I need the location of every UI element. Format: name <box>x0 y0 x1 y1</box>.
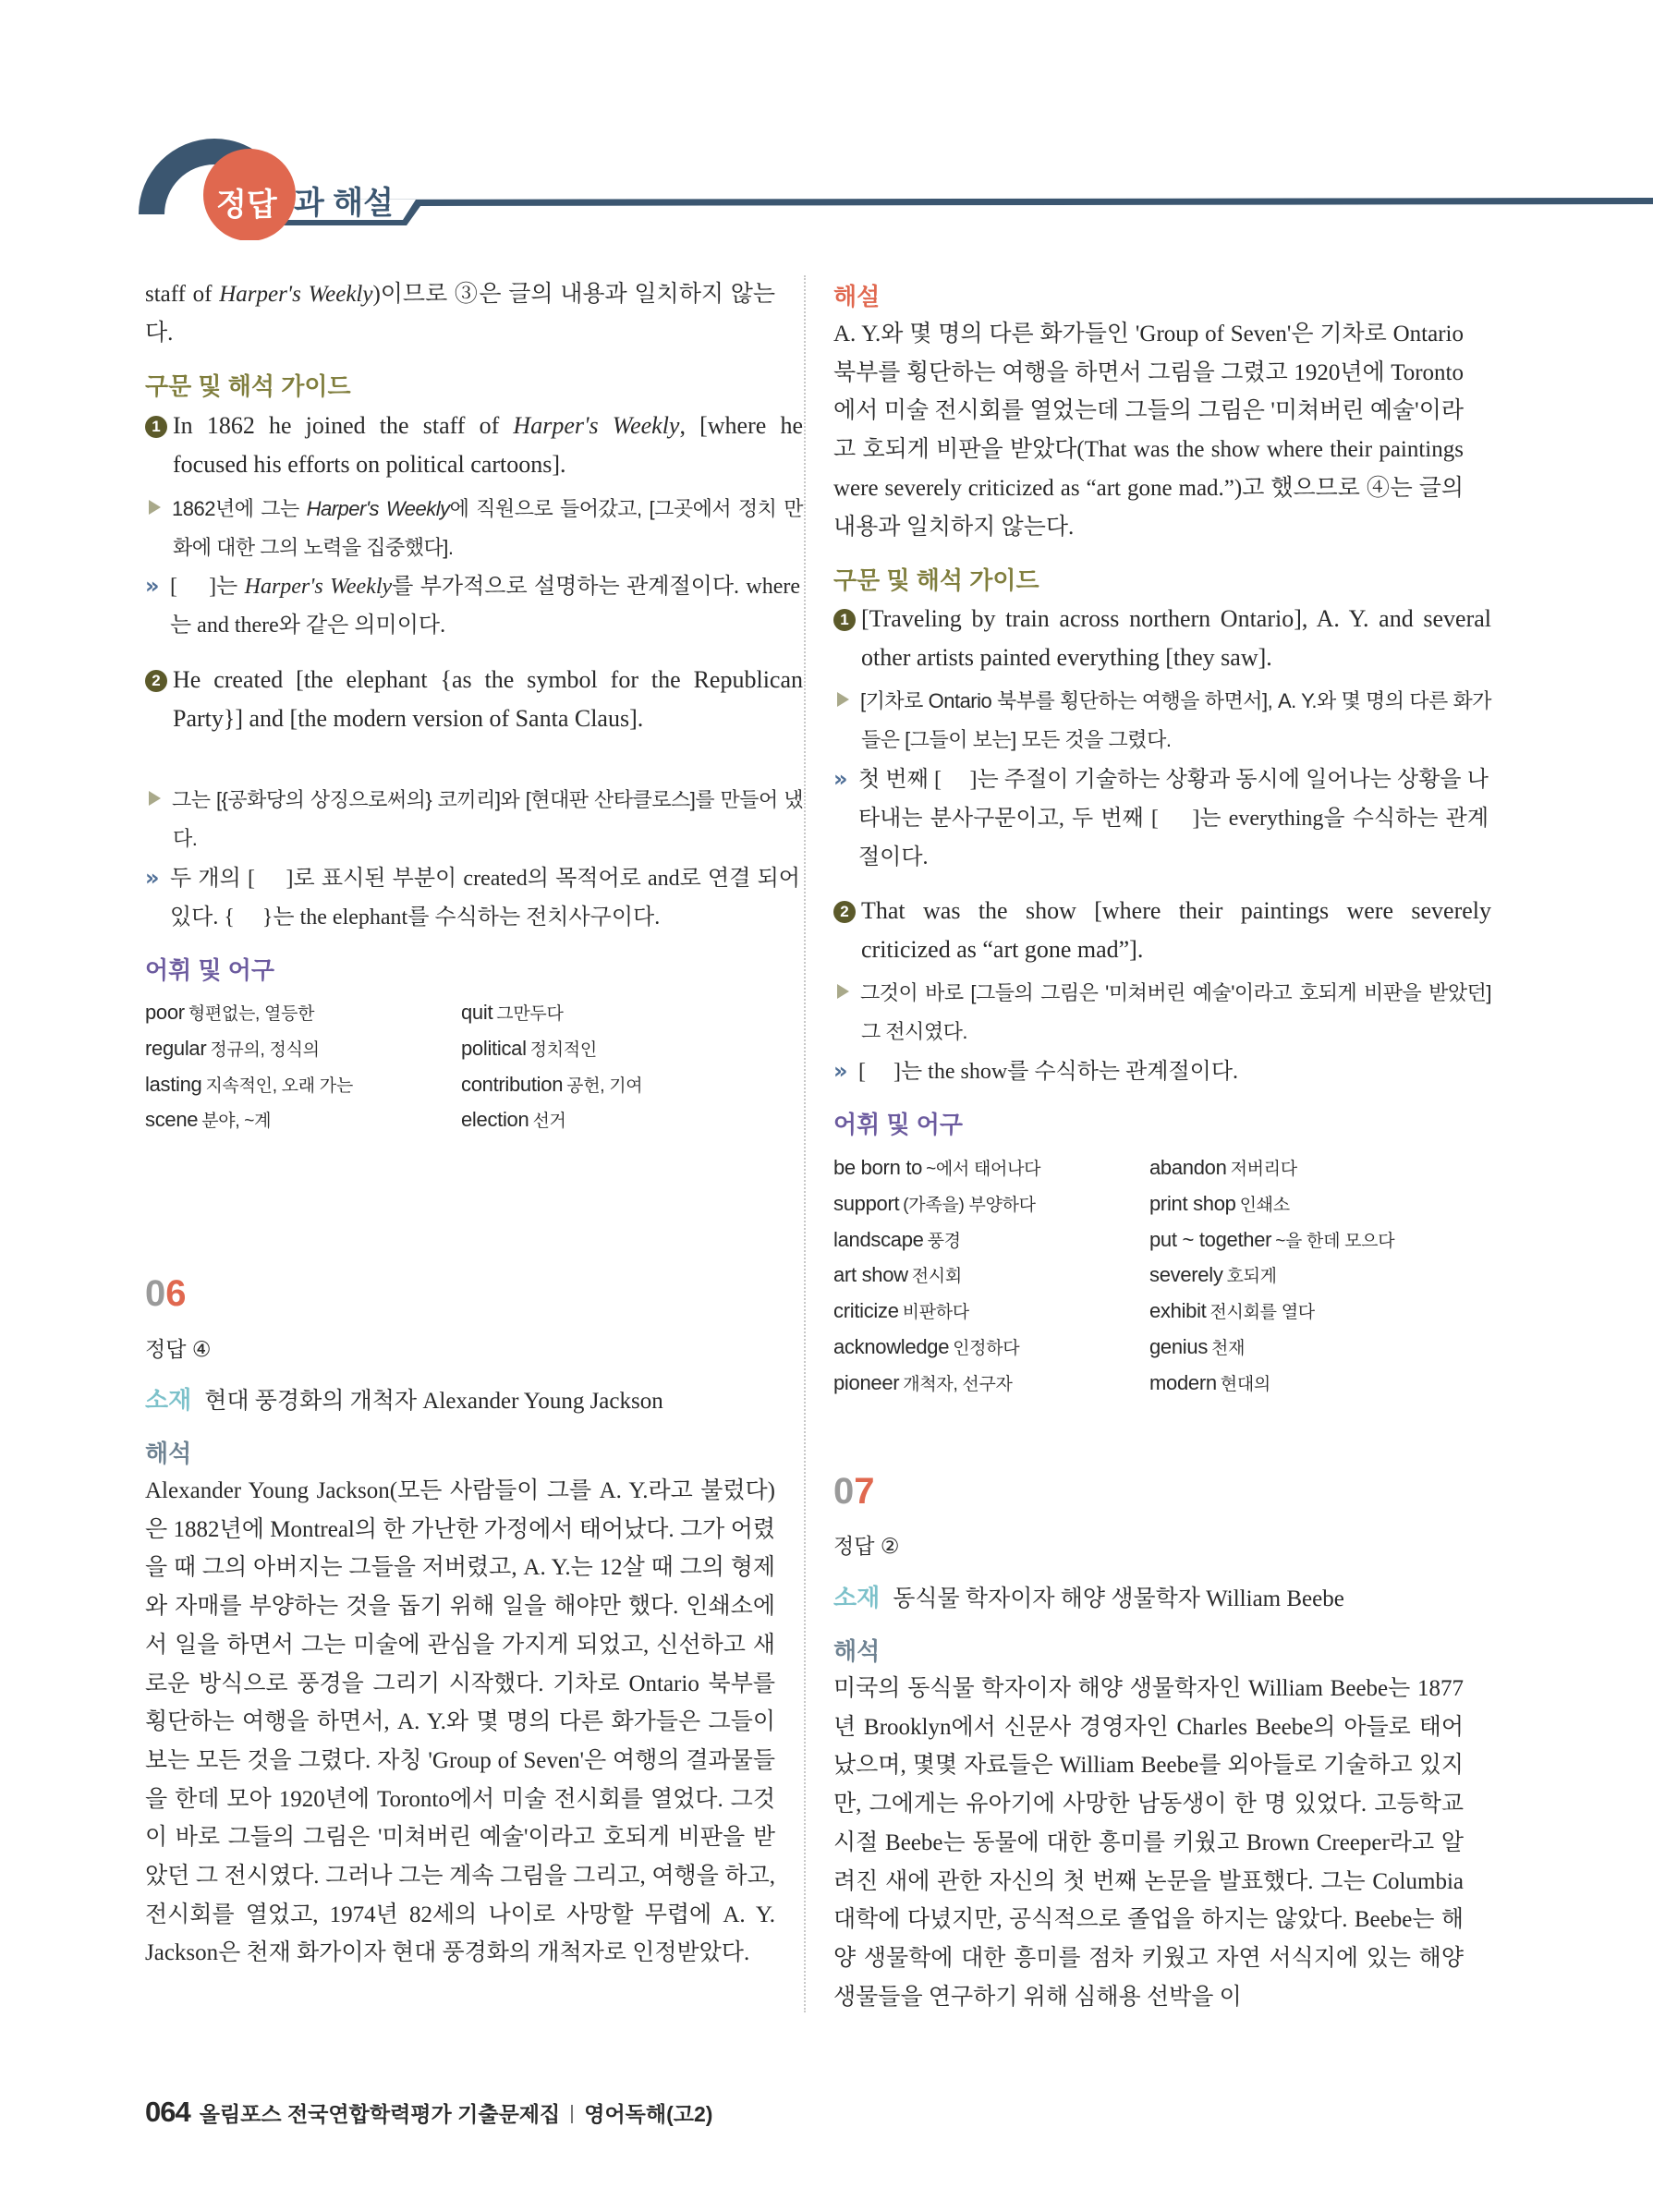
guide-sentence-2 <box>145 661 803 738</box>
page-number: 064 <box>145 2096 190 2128</box>
guide-sentence-1 <box>833 600 1491 677</box>
number-badge-icon: 2 <box>145 670 167 692</box>
text-run: 두 개의 [ ]로 표시된 부분이 created의 목적어로 and로 연결 되어 있다. { }는 the elephant를 수식하는 전치사구이다. <box>170 867 800 930</box>
guide-note-1 <box>145 566 800 645</box>
vocab-item: abandon 저버리다 <box>1149 1156 1297 1179</box>
vocab-item: quit 그만두다 <box>461 1001 564 1024</box>
text-run: In 1862 he joined the staff of <box>173 412 514 439</box>
translation-heading: 해석 <box>145 1440 192 1467</box>
italic-title: Harper's Weekly <box>513 412 680 439</box>
question-number-07: 07 <box>833 1471 875 1512</box>
answer: 정답 ④ <box>145 1337 212 1361</box>
text-run: He created [the elephant {as the symbol for the Republican Party}] and [the modern version of Santa Claus]. <box>173 666 803 732</box>
triangle-bullet-icon <box>149 791 161 806</box>
header-title: 과 해설 <box>294 186 394 221</box>
text-run: staff of <box>145 282 220 307</box>
double-chevron-icon: » <box>833 766 848 792</box>
topic <box>145 1381 775 1420</box>
vocab-item: lasting 지속적인, 오래 가는 <box>145 1072 353 1096</box>
topic-text: 현대 풍경화의 개척자 Alexander Young Jackson <box>204 1389 663 1414</box>
vocab-item: landscape 풍경 <box>833 1227 961 1251</box>
text-run: [기차로 Ontario 북부를 횡단하는 여행을 하면서], A. Y.와 몇 명의 다른 화가들은 [그들이 보는] 모든 것을 그렸다. <box>860 689 1491 751</box>
guide-translation-1 <box>145 490 803 567</box>
text-run: 그것이 바로 [그들의 그림은 '미쳐버린 예술'이라고 호되게 비판을 받았던] 그 전시였다. <box>860 981 1491 1043</box>
vocab-item: scene 분야, ~계 <box>145 1108 272 1132</box>
vocab-heading: 어휘 및 어구 <box>145 956 275 984</box>
vocab-item: genius 천재 <box>1149 1334 1246 1358</box>
header-badge: 정답 <box>216 188 277 223</box>
translation-paragraph: 미국의 동식물 학자이자 해양 생물학자인 William Beebe는 1877년 Brooklyn에서 신문사 경영자인 Charles Beebe의 아들로 태어났으며, 몇몇 자료들은 William Beebe를 외아들로 기술하고 있지만, 그에게는 유아기에 사망한 남동생이 한 명 있었다. 고등학교 시절 Beebe는 동물에 대한 흥미를 키웠고 Brown Creeper라고 알려진 새에 관한 자신의 첫 번째 논문을 발표했다. 그는 Columbia 대학에 다녔지만, 공식적으로 졸업을 하지는 않았다. Beebe는 해양 생물학에 대한 흥미를 점차 키웠고 자연 서식지에 있는 해양 생물들을 연구하기 위해 심해용 선박을 이 <box>833 1676 1464 2010</box>
guide-translation-1 <box>833 682 1491 760</box>
text-run: [Traveling by train across northern Ontario], A. Y. and several other artists painted everything [they saw]. <box>861 605 1491 671</box>
topic-label: 소재 <box>145 1386 192 1414</box>
question-number-06: 06 <box>145 1273 187 1314</box>
vocab-item: pioneer 개척자, 선구자 <box>833 1370 1013 1394</box>
text-run: 에 직원으로 들어갔고, [그곳에서 정치 만화에 대한 그의 노력을 집중했다]. <box>173 497 803 559</box>
vocab-list <box>145 995 775 1138</box>
subject-title: 영어독해(고2) <box>584 2102 713 2126</box>
vocab-item: severely 호되게 <box>1149 1263 1277 1287</box>
explanation-heading: 해설 <box>833 283 881 310</box>
vocab-item: contribution 공헌, 기여 <box>461 1072 643 1096</box>
triangle-bullet-icon <box>837 692 849 707</box>
text-run: 첫 번째 [ ]는 주절이 기술하는 상황과 동시에 일어나는 상황을 나타내는 분사구문이고, 두 번째 [ ]는 everything을 수식하는 관계절이다. <box>858 768 1489 869</box>
guide-translation-2 <box>833 974 1491 1051</box>
translation-paragraph: Alexander Young Jackson(모든 사람들이 그를 A. Y.라고 불렀다)은 1882년에 Montreal의 한 가난한 가정에서 태어났다. 그가 어렸을 때 그의 아버지는 그들을 저버렸고, A. Y.는 12살 때 그의 형제와 자매를 부양하는 것을 돕기 위해 일을 해야만 했다. 인쇄소에서 일을 하면서 그는 미술에 관심을 가지게 되었고, 신선하고 새로운 방식으로 풍경을 그리기 시작했다. 기차로 Ontario 북부를 횡단하는 여행을 하면서, A. Y.와 몇 명의 다른 화가들은 그들이 보는 모든 것을 그렸다. 자칭 'Group of Seven'은 여행의 결과물들을 한데 모아 1920년에 Toronto에서 미술 전시회를 열었다. 그것이 바로 그들의 그림은 '미쳐버린 예술'이라고 호되게 비판을 받았던 그 전시였다. 그러나 그는 계속 그림을 그리고, 여행을 하고, 전시회를 열었고, 1974년 82세의 나이로 사망할 무렵에 A. Y. Jackson은 천재 화가이자 현대 풍경화의 개척자로 인정받았다. <box>145 1478 775 1966</box>
topic <box>833 1579 1464 1618</box>
text-run: )이므로 ③은 글의 내용과 일치하지 않는다. <box>145 282 775 346</box>
double-chevron-icon: » <box>145 865 160 891</box>
vocab-item: election 선거 <box>461 1108 566 1132</box>
page-footer <box>145 2096 712 2129</box>
triangle-bullet-icon <box>149 500 161 515</box>
vocab-item: art show 전시회 <box>833 1263 962 1287</box>
topic-label: 소재 <box>833 1584 881 1611</box>
text-run: [ ]는 <box>170 575 245 599</box>
vocab-heading: 어휘 및 어구 <box>833 1111 964 1138</box>
vocab-list <box>833 1150 1464 1402</box>
column-divider <box>804 275 806 2012</box>
guide-heading: 구문 및 해석 가이드 <box>833 566 1039 594</box>
topic-text: 동식물 학자이자 해양 생물학자 William Beebe <box>893 1586 1344 1611</box>
guide-note-1 <box>833 760 1489 877</box>
italic-title: Harper's Weekly <box>306 497 450 520</box>
text-run: [ ]는 the show를 수식하는 관계절이다. <box>858 1060 1238 1084</box>
vocab-item: exhibit 전시회를 열다 <box>1149 1299 1315 1323</box>
number-badge-icon: 1 <box>833 609 856 631</box>
guide-sentence-1 <box>145 407 803 484</box>
text-run: , [where he focused his efforts on political cartoons]. <box>173 412 803 478</box>
guide-sentence-2 <box>833 892 1491 969</box>
guide-heading: 구문 및 해석 가이드 <box>145 372 351 400</box>
explanation-paragraph: A. Y.와 몇 명의 다른 화가들인 'Group of Seven'은 기차로 Ontario 북부를 횡단하는 여행을 하면서 그림을 그렸고 1920년에 Toronto에서 미술 전시회를 열었는데 그들의 그림은 '미쳐버린 예술'이라고 호되게 비판을 받았다(That was the show where their paintings were severely criticized as “art gone mad.”)고 했으므로 ④는 글의 내용과 일치하지 않는다. <box>833 322 1464 540</box>
vocab-item: print shop 인쇄소 <box>1149 1191 1290 1215</box>
vocab-item: criticize 비판하다 <box>833 1299 969 1323</box>
guide-note-2 <box>145 858 800 937</box>
answer: 정답 ② <box>833 1534 900 1558</box>
vocab-item: political 정치적인 <box>461 1036 597 1060</box>
number-badge-icon: 2 <box>833 901 856 923</box>
vocab-item: put ~ together ~을 한데 모으다 <box>1149 1227 1395 1251</box>
vocab-item: regular 정규의, 정식의 <box>145 1036 320 1060</box>
vocab-item: acknowledge 인정하다 <box>833 1334 1020 1358</box>
footer-separator <box>571 2105 573 2123</box>
triangle-bullet-icon <box>837 984 849 999</box>
vocab-item: poor 형편없는, 열등한 <box>145 1001 315 1024</box>
number-badge-icon: 1 <box>145 416 167 438</box>
book-title: 올림포스 전국연합학력평가 기출문제집 <box>199 2102 561 2126</box>
italic-title: Harper's Weekly <box>219 282 373 307</box>
text-run: 1862년에 그는 <box>172 497 307 520</box>
vocab-item: be born to ~에서 태어나다 <box>833 1156 1041 1179</box>
text-run: 를 부가적으로 설명하는 관계절이다. where는 and there와 같은 의미이다. <box>170 575 800 638</box>
text-run: That was the show [where their paintings were severely criticized as “art gone mad”]. <box>861 897 1491 963</box>
italic-title: Harper's Weekly <box>244 575 393 599</box>
text-run: 그는 [{공화당의 상징으로써의} 코끼리]와 [현대판 산타클로스]를 만들어 냈다. <box>172 788 803 850</box>
guide-translation-2 <box>145 781 803 858</box>
intro-paragraph <box>145 275 775 352</box>
header-rule <box>277 198 1653 225</box>
guide-note-2 <box>833 1051 1489 1091</box>
translation-heading: 해석 <box>833 1637 881 1665</box>
vocab-item: modern 현대의 <box>1149 1370 1270 1394</box>
double-chevron-icon: » <box>833 1058 848 1084</box>
vocab-item: support (가족을) 부양하다 <box>833 1191 1036 1215</box>
double-chevron-icon: » <box>145 573 160 599</box>
